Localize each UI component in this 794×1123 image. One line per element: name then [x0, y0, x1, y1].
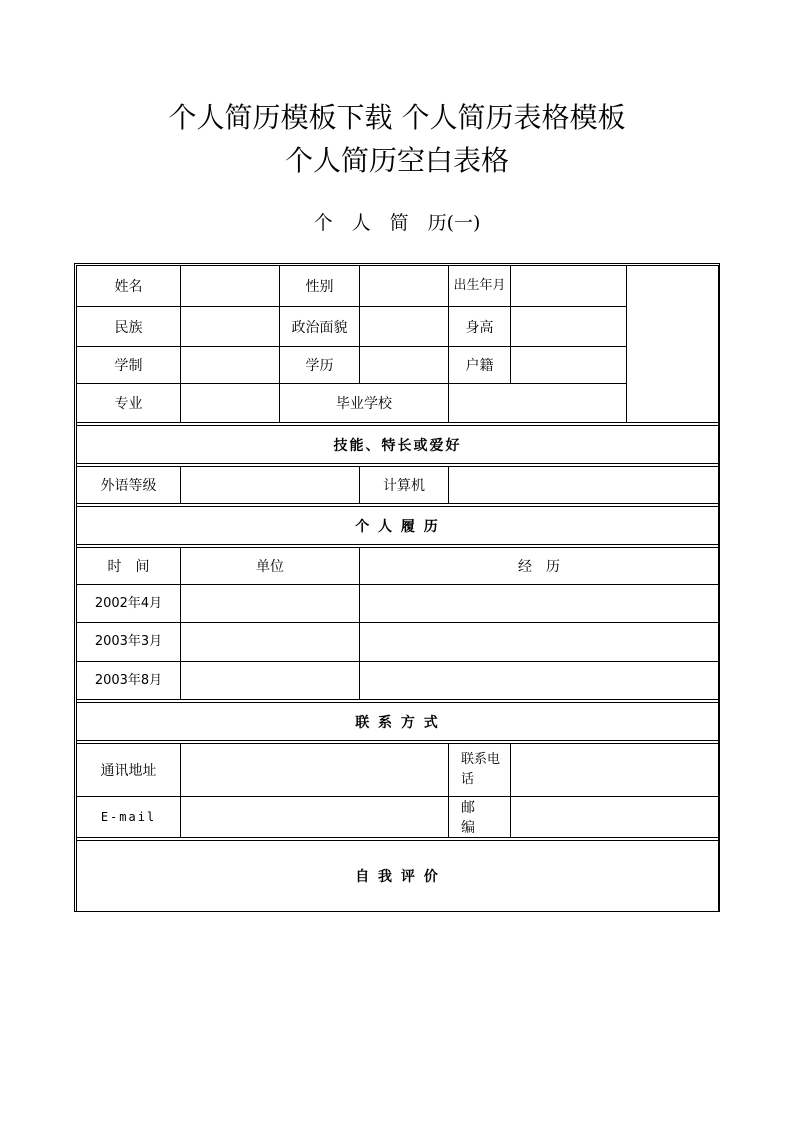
- experience-column-header: 经 历: [360, 548, 719, 585]
- resume-unit-field[interactable]: [181, 585, 360, 623]
- address-field[interactable]: [181, 744, 449, 797]
- photo-cell[interactable]: [627, 266, 719, 423]
- language-label: 外语等级: [77, 467, 181, 504]
- contact-heading-row: [77, 703, 719, 741]
- contact-row-1: [77, 744, 719, 797]
- address-label: 通讯地址: [77, 744, 181, 797]
- name-field[interactable]: [181, 266, 280, 307]
- major-field[interactable]: [181, 384, 280, 423]
- form-subtitle: 个 人 简 历(一): [313, 212, 481, 234]
- name-label: 姓名: [77, 266, 181, 307]
- basic-row-2: [77, 307, 719, 347]
- skills-row: [77, 467, 719, 504]
- basic-row-4: [77, 384, 719, 423]
- school-label: 毕业学校: [280, 384, 449, 423]
- ethnicity-label: 民族: [77, 307, 181, 347]
- email-label: E-mail: [77, 797, 181, 838]
- height-label: 身高: [449, 307, 511, 347]
- time-column-header: 时 间: [77, 548, 181, 585]
- resume-experience-field[interactable]: [360, 623, 719, 662]
- birth-field[interactable]: [511, 266, 627, 307]
- major-label: 专业: [77, 384, 181, 423]
- page-title-line1: 个人简历模板下载 个人简历表格模板: [168, 101, 626, 134]
- unit-column-header: 单位: [181, 548, 360, 585]
- skills-heading: 技能、特长或爱好: [77, 426, 719, 464]
- resume-form-table: [76, 265, 719, 912]
- resume-time: 2003年8月: [77, 662, 181, 700]
- education-field[interactable]: [360, 347, 449, 384]
- resume-row: [77, 662, 719, 700]
- evaluation-row: [77, 841, 719, 912]
- email-field[interactable]: [181, 797, 449, 838]
- resume-experience-field[interactable]: [360, 585, 719, 623]
- education-label: 学历: [280, 347, 360, 384]
- postcode-label: 邮 编: [449, 797, 511, 838]
- height-field[interactable]: [511, 307, 627, 347]
- schooling-field[interactable]: [181, 347, 280, 384]
- computer-label: 计算机: [360, 467, 449, 504]
- resume-time: 2002年4月: [77, 585, 181, 623]
- contact-row-2: [77, 797, 719, 838]
- contact-heading: 联 系 方 式: [77, 703, 719, 741]
- postcode-field[interactable]: [511, 797, 719, 838]
- political-label: 政治面貌: [280, 307, 360, 347]
- ethnicity-field[interactable]: [181, 307, 280, 347]
- skills-heading-row: [77, 426, 719, 464]
- basic-row-3: [77, 347, 719, 384]
- computer-field[interactable]: [449, 467, 719, 504]
- language-field[interactable]: [181, 467, 360, 504]
- political-field[interactable]: [360, 307, 449, 347]
- resume-row: [77, 623, 719, 662]
- birth-label: 出生年月: [449, 266, 511, 307]
- hukou-label: 户籍: [449, 347, 511, 384]
- resume-heading: 个 人 履 历: [77, 507, 719, 545]
- resume-time: 2003年3月: [77, 623, 181, 662]
- resume-columns-row: [77, 548, 719, 585]
- resume-unit-field[interactable]: [181, 623, 360, 662]
- evaluation-heading[interactable]: 自 我 评 价: [77, 841, 719, 912]
- school-field[interactable]: [449, 384, 627, 423]
- phone-label: 联系电话: [449, 744, 511, 797]
- phone-field[interactable]: [511, 744, 719, 797]
- hukou-field[interactable]: [511, 347, 627, 384]
- resume-unit-field[interactable]: [181, 662, 360, 700]
- page-title-line2: 个人简历空白表格: [284, 144, 509, 177]
- gender-field[interactable]: [360, 266, 449, 307]
- resume-heading-row: [77, 507, 719, 545]
- basic-row-1: [77, 266, 719, 307]
- resume-row: [77, 585, 719, 623]
- resume-experience-field[interactable]: [360, 662, 719, 700]
- schooling-label: 学制: [77, 347, 181, 384]
- gender-label: 性别: [280, 266, 360, 307]
